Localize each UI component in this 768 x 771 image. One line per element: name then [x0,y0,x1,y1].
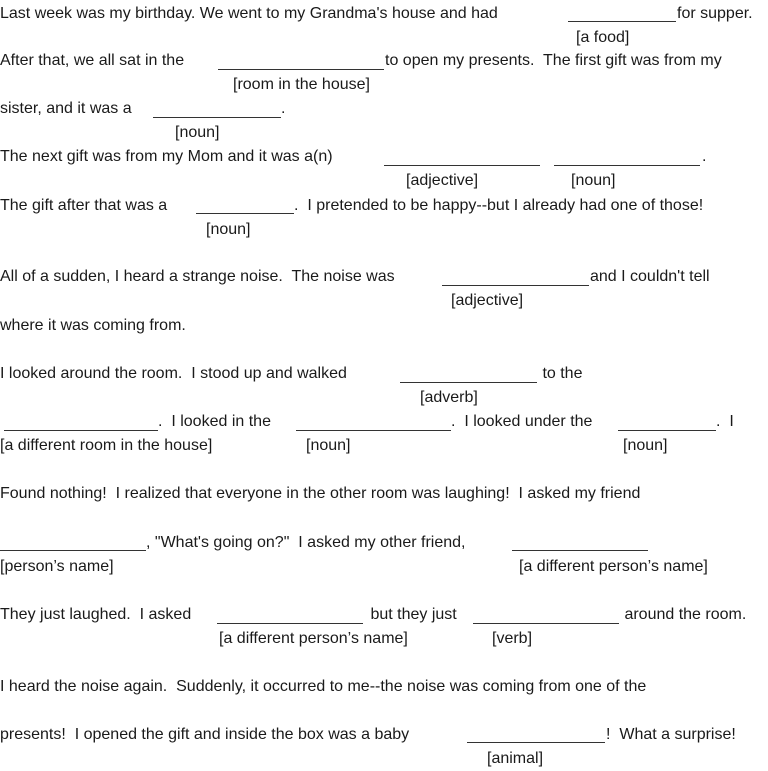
blank-adjective-1[interactable] [384,165,540,166]
blank-label: [room in the house] [233,76,370,93]
blank-noun-3[interactable] [196,213,294,214]
story-text: and I couldn't tell [590,268,710,285]
blank-label: [animal] [487,750,544,767]
blank-label: [a different room in the house] [0,437,213,454]
story-text: Found nothing! I realized that everyone in the other room was laughing! I asked my friend [0,485,641,502]
blank-label: [adverb] [420,389,478,406]
story-text: to open my presents. The first gift was from my [385,52,722,69]
story-text: . I looked under the [451,413,597,430]
blank-adjective-2[interactable] [442,285,589,286]
blank-label: [noun] [571,172,616,189]
blank-label: [person’s name] [0,558,114,575]
story-text: . [702,148,707,165]
story-text: for supper. [677,5,753,22]
story-text: , "What's going on?" I asked my other friend, [146,534,466,551]
story-text: All of a sudden, I heard a strange noise. The noise was [0,268,400,285]
blank-food[interactable] [568,21,676,22]
story-text: After that, we all sat in the [0,52,189,69]
blank-noun-2[interactable] [554,165,700,166]
blank-label: [noun] [623,437,668,454]
blank-label: [a different person’s name] [219,630,408,647]
blank-label: [verb] [492,630,533,647]
blank-different-room[interactable] [4,430,158,431]
story-text: where it was coming from. [0,317,186,334]
story-text: Last week was my birthday. We went to my Grandma's house and had [0,5,503,22]
story-text: ! What a surprise! [606,726,736,743]
blank-label: [a food] [576,29,630,46]
story-text: I looked around the room. I stood up and walked [0,365,352,382]
blank-label: [noun] [206,221,251,238]
story-text: . [281,100,286,117]
blank-animal[interactable] [467,742,605,743]
story-text: presents! I opened the gift and inside the box was a baby [0,726,414,743]
blank-person-name[interactable] [0,550,146,551]
blank-different-person-name-2[interactable] [217,623,363,624]
blank-label: [noun] [306,437,351,454]
blank-verb[interactable] [473,623,619,624]
blank-label: [noun] [175,124,220,141]
story-text: but they just [366,606,462,623]
blank-room[interactable] [218,69,384,70]
story-text: . I looked in the [158,413,276,430]
blank-label: [adjective] [451,292,524,309]
story-text: The next gift was from my Mom and it was a(n) [0,148,337,165]
story-text: . I pretended to be happy--but I already had one of those! [294,197,704,214]
blank-label: [a different person’s name] [519,558,708,575]
story-text: . I [716,413,734,430]
blank-noun-1[interactable] [153,117,281,118]
story-text: The gift after that was a [0,197,172,214]
story-text: around the room. [620,606,747,623]
blank-label: [adjective] [406,172,479,189]
blank-noun-5[interactable] [618,430,716,431]
story-text: I heard the noise again. Suddenly, it occurred to me--the noise was coming from one of the [0,678,647,695]
story-text: to the [538,365,583,382]
blank-different-person-name-1[interactable] [512,550,648,551]
blank-adverb[interactable] [400,382,537,383]
story-text: sister, and it was a [0,100,137,117]
blank-noun-4[interactable] [296,430,451,431]
story-text: They just laughed. I asked [0,606,196,623]
